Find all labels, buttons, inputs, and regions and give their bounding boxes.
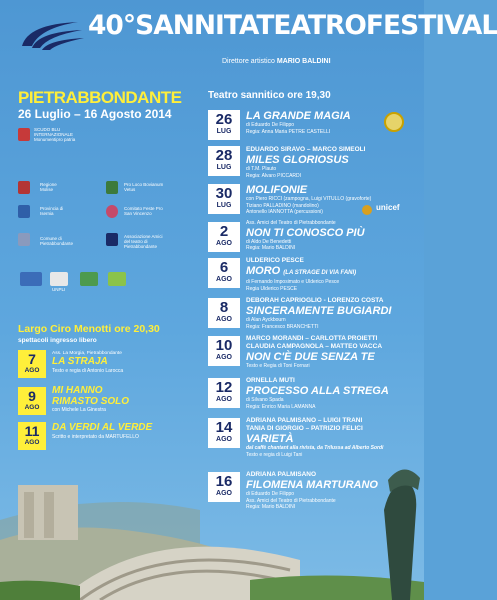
sponsor-comitato: Comitato Feste Pro San Vincenzo (124, 206, 163, 217)
show-line: Testo e regia di Luigi Tani (246, 451, 303, 458)
date-day: 10 (215, 337, 233, 354)
festival-title (88, 10, 497, 41)
date-month: AGO (24, 367, 40, 374)
show-line: Scritto e interpretato da MARTUFELLO (52, 433, 139, 440)
date-day: 9 (28, 388, 36, 404)
sponsor-comune: Comune di Pietrabbondante (40, 236, 74, 247)
date-box (208, 184, 240, 214)
date-month: LUG (216, 164, 232, 171)
date-box (208, 418, 240, 448)
date-month: AGO (24, 404, 40, 411)
date-day: 26 (215, 111, 233, 128)
show-title: MI HANNO RIMASTO SOLO (52, 385, 130, 407)
date-month: AGO (216, 436, 232, 443)
date-month: AGO (216, 354, 232, 361)
eu-logo-icon (20, 272, 42, 286)
comitato-feste-icon (106, 205, 118, 218)
comune-icon (18, 233, 30, 246)
show-line: di Aldo De Benedetti (246, 238, 292, 245)
sponsor-unpli: UNPLI (52, 287, 66, 292)
show-title: MILES GLORIOSUS (246, 154, 349, 166)
sponsor-pro-loco: Pro Loco Bovianum Vetus (124, 182, 164, 193)
show-title-row (246, 265, 416, 279)
teatro-heading: Teatro sannitico ore 19,30 (208, 90, 331, 101)
show-line: Antonello IANNOTTA (percussioni) (246, 209, 323, 215)
show-line: Regia: Francesco BRANCHETTI (246, 323, 319, 330)
show-line: Ass. Amici del Teatro di Pietrabbondante (246, 497, 336, 504)
show-line: di Alan Ayckbourn (246, 317, 286, 323)
show-title: FILOMENA MARTURANO (246, 479, 378, 491)
sponsor-unicef: unicef (376, 203, 400, 212)
show-line: di Fernando Imposimato e Ulderico Pesce (246, 279, 340, 285)
date-box (208, 146, 240, 176)
regione-molise-icon (18, 181, 30, 194)
date-month: AGO (24, 439, 40, 446)
festival-dates: 26 Luglio – 16 Agosto 2014 (18, 107, 172, 121)
show-line: Testo e regia di Antonio Larocca (52, 367, 124, 374)
leaf-logo-icon (108, 272, 126, 286)
show-line: Testo e Regia di Toni Fornari (246, 363, 310, 369)
date-day: 12 (215, 379, 233, 396)
sponsor-provincia: Provincia di Isernia (40, 206, 64, 217)
show-title: MORO (246, 265, 281, 277)
title-text: SANNITATEATROFESTIVAL (135, 10, 497, 41)
date-day: 28 (215, 147, 233, 164)
location-title: PIETRABBONDANTE (18, 88, 182, 107)
performers: MARCO MORANDI – CARLOTTA PROIETTI (246, 335, 378, 342)
amici-teatro-icon (106, 233, 118, 246)
show-line: Regia Ulderico PESCE (246, 285, 298, 292)
performers: TANIA DI GIORGIO – PATRIZIO FELICI (246, 425, 363, 432)
performers: ORNELLA MUTI (246, 377, 295, 384)
swoosh-logo-icon (18, 16, 88, 56)
sponsor-regione-molise: Regione Molise (40, 182, 57, 193)
date-day: 11 (24, 423, 40, 439)
show-extra: dal caffè chantant alla rivista, da Trilussa ad Alberto Sordi (246, 445, 384, 451)
show-subtitle: (LA STRAGE DI VIA FANI) (283, 270, 357, 276)
director-name: MARIO BALDINI (276, 58, 331, 65)
date-month: LUG (216, 202, 232, 209)
show-line: di Eduardo De Filippo (246, 122, 295, 128)
company: Ass. La Morgia, Pietrabbondante (52, 351, 122, 356)
performers: CLAUDIA CAMPAGNOLA – MATTEO VACCA (246, 343, 383, 350)
date-box (208, 110, 240, 140)
pro-loco-icon (106, 181, 118, 194)
show-title: MOLIFONIE (246, 184, 308, 196)
show-line: di Eduardo De Filippo (246, 491, 295, 497)
performers: ADRIANA PALMISANO – LUIGI TRANI (246, 417, 363, 424)
show-title: VARIETÀ (246, 433, 294, 445)
date-day: 14 (215, 419, 233, 436)
date-box (208, 298, 240, 328)
show-line: Tiziano PALLADINO (mandolino) (246, 202, 319, 209)
director-prefix: Direttore artistico (222, 58, 275, 65)
show-line: Regia: Mario BALDINI (246, 245, 296, 251)
performers: ULDERICO PESCE (246, 257, 304, 264)
show-title: NON TI CONOSCO PIÙ (246, 226, 365, 239)
show-line: Regia: Enrico Maria LAMANNA (246, 403, 316, 410)
date-month: AGO (216, 316, 232, 323)
date-box (208, 378, 240, 408)
date-day: 16 (215, 473, 233, 490)
show-title: DA VERDI AL VERDE (52, 422, 153, 433)
title-number: 40° (88, 10, 136, 41)
theatre-ruins-illustration (0, 450, 424, 600)
show-title: NON C'È DUE SENZA TE (246, 351, 375, 363)
performers: EDUARDO SIRAVO – MARCO SIMEOLI (246, 146, 366, 153)
date-box (208, 222, 240, 252)
performers: ADRIANA PALMISANO (246, 471, 317, 478)
show-title: LA STRAJA (52, 356, 108, 367)
show-title: SINCERAMENTE BUGIARDI (246, 305, 392, 317)
sponsor-scudo-blu: SCUDO BLU INTERNAZIONALE Monumentipro patria (34, 127, 76, 143)
date-box (208, 258, 240, 288)
show-line: Regia: Mario BALDINI (246, 504, 296, 510)
date-day: 6 (219, 259, 229, 276)
green-logo-icon (80, 272, 98, 286)
date-month: AGO (216, 276, 232, 283)
show-line: di T.M. Plauto (246, 166, 277, 172)
date-month: LUG (216, 128, 232, 135)
poster-header (0, 0, 497, 78)
date-day: 7 (28, 351, 36, 367)
company: Ass. Amici del Teatro di Pietrabbondante (246, 220, 336, 226)
director-credit (222, 58, 331, 65)
show-title: LA GRANDE MAGIA (246, 110, 351, 122)
sponsor-amici-teatro: Associazione Amici del teatro di Pietrabbondante (124, 234, 163, 250)
show-line: di Silvano Spada (246, 397, 284, 403)
date-day: 2 (219, 223, 229, 240)
date-box (18, 422, 46, 450)
date-month: AGO (216, 240, 232, 247)
largo-heading: Largo Ciro Menotti ore 20,30 (18, 323, 160, 335)
show-line: Regia: Anna Maria PETRE CASTELLI (246, 128, 331, 135)
show-line: con Michele La Ginestra (52, 407, 106, 413)
date-month: AGO (216, 490, 232, 497)
scudo-blu-icon (18, 128, 30, 141)
largo-subheading: spettacoli ingresso libero (18, 337, 97, 344)
show-line: con Piero RICCI (zampogna, Luigi VITULLO (gravoforte) (246, 196, 372, 202)
date-day: 30 (215, 185, 233, 202)
date-box (18, 387, 46, 415)
show-title: PROCESSO ALLA STREGA (246, 385, 389, 397)
date-box (18, 350, 46, 378)
show-line: Regia: Alvaro PICCARDI (246, 172, 302, 179)
date-box (208, 336, 240, 366)
unpli-logo-icon (50, 272, 68, 286)
date-month: AGO (216, 396, 232, 403)
provincia-isernia-icon (18, 205, 30, 218)
date-day: 8 (219, 299, 229, 316)
performers: DEBORAH CAPRIOGLIO - LORENZO COSTA (246, 297, 384, 304)
